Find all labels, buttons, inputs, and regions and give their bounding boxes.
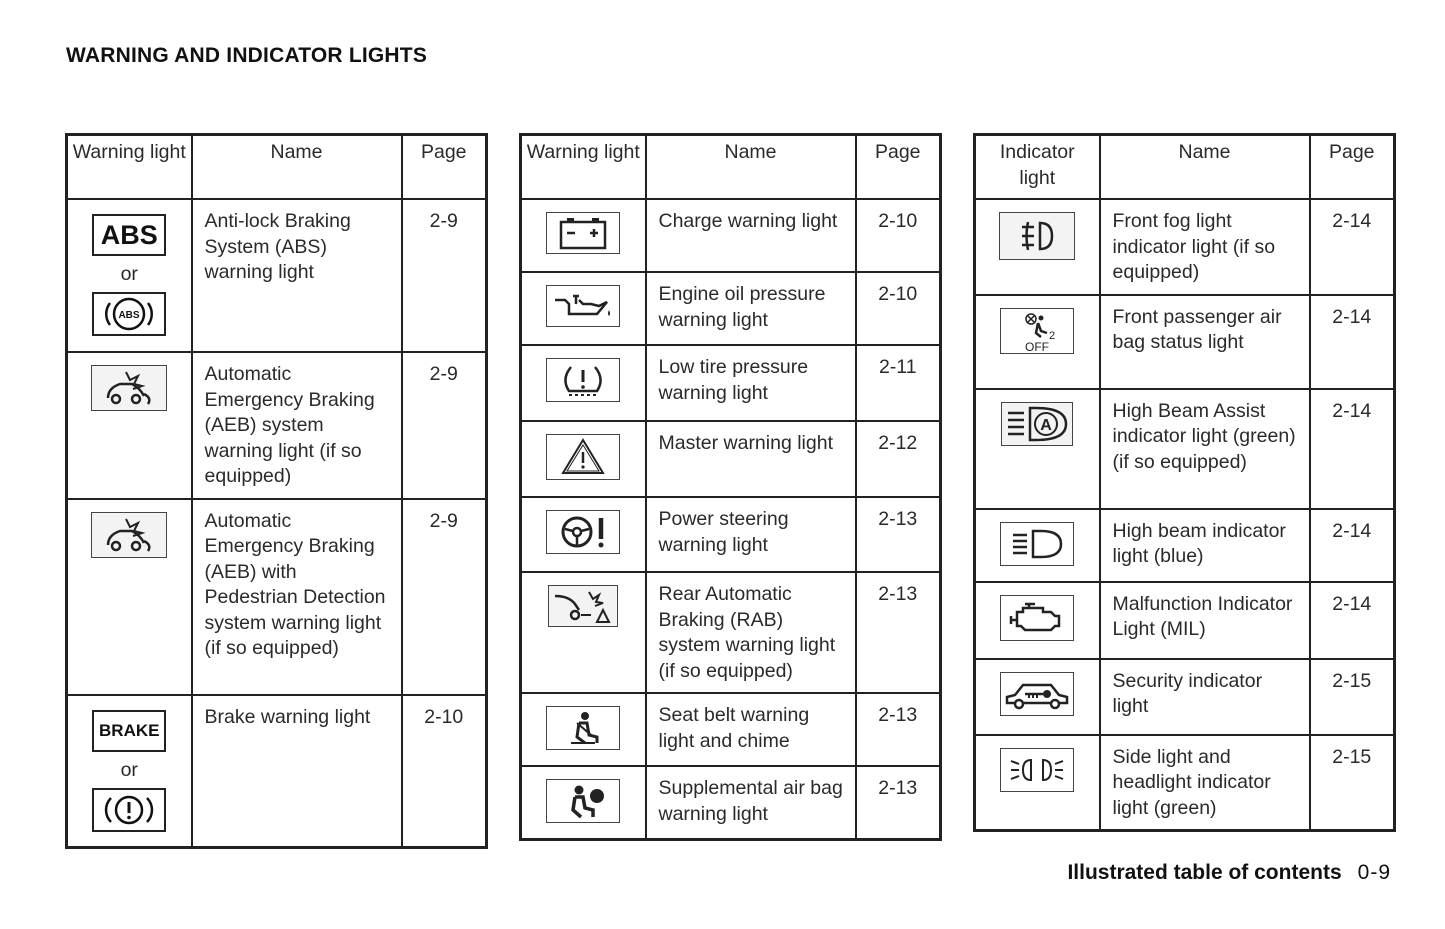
aeb-pedestrian-icon xyxy=(91,512,167,558)
security-icon xyxy=(1000,672,1074,716)
aeb-icon xyxy=(91,365,167,411)
header-name: Name xyxy=(646,135,856,200)
brake-circle-icon xyxy=(92,788,166,832)
row-page: 2-9 xyxy=(402,199,487,352)
row-name: Charge warning light xyxy=(646,199,856,272)
table-row xyxy=(521,421,941,497)
row-name: Anti-lock Braking System (ABS) warning light xyxy=(192,199,402,352)
row-page: 2-14 xyxy=(1310,389,1395,509)
table-row xyxy=(67,499,487,695)
row-page: 2-10 xyxy=(856,199,941,272)
page-title: WARNING AND INDICATOR LIGHTS xyxy=(66,44,428,67)
row-page: 2-14 xyxy=(1310,509,1395,582)
table-row xyxy=(975,735,1395,831)
brake-text-icon: BRAKE xyxy=(92,710,166,752)
row-page: 2-14 xyxy=(1310,295,1395,389)
table-row xyxy=(67,695,487,848)
row-name: Master warning light xyxy=(646,421,856,497)
row-page: 2-9 xyxy=(402,352,487,499)
seat-belt-icon xyxy=(546,706,620,750)
row-page: 2-9 xyxy=(402,499,487,695)
header-page: Page xyxy=(856,135,941,200)
table-row xyxy=(975,199,1395,295)
row-name: Automatic Emergency Braking (AEB) system warning light (if so equipped) xyxy=(192,352,402,499)
hba-letter: A xyxy=(1040,416,1053,434)
rear-braking-icon xyxy=(548,585,618,627)
front-fog-icon xyxy=(999,212,1075,260)
header-page: Page xyxy=(402,135,487,200)
tire-pressure-icon xyxy=(546,358,620,402)
side-light-icon xyxy=(1000,748,1074,792)
row-page: 2-15 xyxy=(1310,735,1395,831)
table-row xyxy=(521,345,941,421)
header-name: Name xyxy=(192,135,402,200)
row-name: Brake warning light xyxy=(192,695,402,848)
table-row xyxy=(521,199,941,272)
table-row xyxy=(975,389,1395,509)
warning-lights-table-1 xyxy=(65,133,488,849)
battery-icon xyxy=(546,212,620,254)
row-name: Engine oil pressure warning light xyxy=(646,272,856,345)
abs-circle-text: ABS xyxy=(118,310,140,321)
row-name: Front passenger air bag status light xyxy=(1100,295,1310,389)
row-name: Malfunction Indicator Light (MIL) xyxy=(1100,582,1310,659)
table-row xyxy=(67,199,487,352)
row-name: Low tire pressure warning light xyxy=(646,345,856,421)
row-name: Security indicator light xyxy=(1100,659,1310,735)
row-page: 2-14 xyxy=(1310,199,1395,295)
row-name: Seat belt warning light and chime xyxy=(646,693,856,766)
high-beam-assist-icon xyxy=(1001,402,1073,446)
row-name: Power steering warning light xyxy=(646,497,856,572)
svg-text:2: 2 xyxy=(1049,329,1056,342)
row-page: 2-10 xyxy=(856,272,941,345)
off-label: OFF xyxy=(1025,339,1050,353)
row-name: High Beam Assist indicator light (green) (if so equipped) xyxy=(1100,389,1310,509)
passenger-airbag-off-icon xyxy=(1000,308,1074,354)
table-row xyxy=(521,766,941,839)
row-name: Supplemental air bag warning light xyxy=(646,766,856,839)
table-row xyxy=(975,295,1395,389)
row-page: 2-11 xyxy=(856,345,941,421)
indicator-lights-table xyxy=(973,133,1396,832)
oil-can-icon xyxy=(546,285,620,327)
table-row xyxy=(521,497,941,572)
table-row xyxy=(521,693,941,766)
row-name: Automatic Emergency Braking (AEB) with Pedestrian Detection system warning light (if so equipped) xyxy=(192,499,402,695)
footer-page-number: 0-9 xyxy=(1357,861,1391,884)
row-page: 2-13 xyxy=(856,497,941,572)
row-name: Side light and headlight indicator light (green) xyxy=(1100,735,1310,831)
row-name: Rear Automatic Braking (RAB) system warning light (if so equipped) xyxy=(646,572,856,693)
table-row xyxy=(521,272,941,345)
airbag-icon xyxy=(546,779,620,823)
row-page: 2-15 xyxy=(1310,659,1395,735)
engine-check-icon xyxy=(1000,595,1074,641)
warning-lights-table-2 xyxy=(519,133,942,841)
table-row xyxy=(975,509,1395,582)
row-page: 2-13 xyxy=(856,693,941,766)
or-label: or xyxy=(120,758,138,781)
row-page: 2-13 xyxy=(856,766,941,839)
row-page: 2-13 xyxy=(856,572,941,693)
table-row xyxy=(975,582,1395,659)
table-row xyxy=(67,352,487,499)
row-page: 2-10 xyxy=(402,695,487,848)
header-page: Page xyxy=(1310,135,1395,200)
table-row xyxy=(975,659,1395,735)
header-name: Name xyxy=(1100,135,1310,200)
row-name: High beam indicator light (blue) xyxy=(1100,509,1310,582)
warning-triangle-icon xyxy=(546,434,620,480)
header-warning-light: Warning light xyxy=(67,135,192,200)
abs-circle-icon xyxy=(92,292,166,336)
or-label: or xyxy=(120,263,138,285)
header-warning-light: Warning light xyxy=(521,135,646,200)
row-page: 2-14 xyxy=(1310,582,1395,659)
row-page: 2-12 xyxy=(856,421,941,497)
abs-text-icon: ABS xyxy=(92,214,166,256)
header-indicator-light: Indicator light xyxy=(975,135,1100,200)
page-footer xyxy=(1067,861,1391,885)
row-name: Front fog light indicator light (if so equipped) xyxy=(1100,199,1310,295)
footer-section-title: Illustrated table of contents xyxy=(1067,861,1342,884)
table-row xyxy=(521,572,941,693)
steering-wheel-icon xyxy=(546,510,620,554)
high-beam-icon xyxy=(1000,522,1074,566)
